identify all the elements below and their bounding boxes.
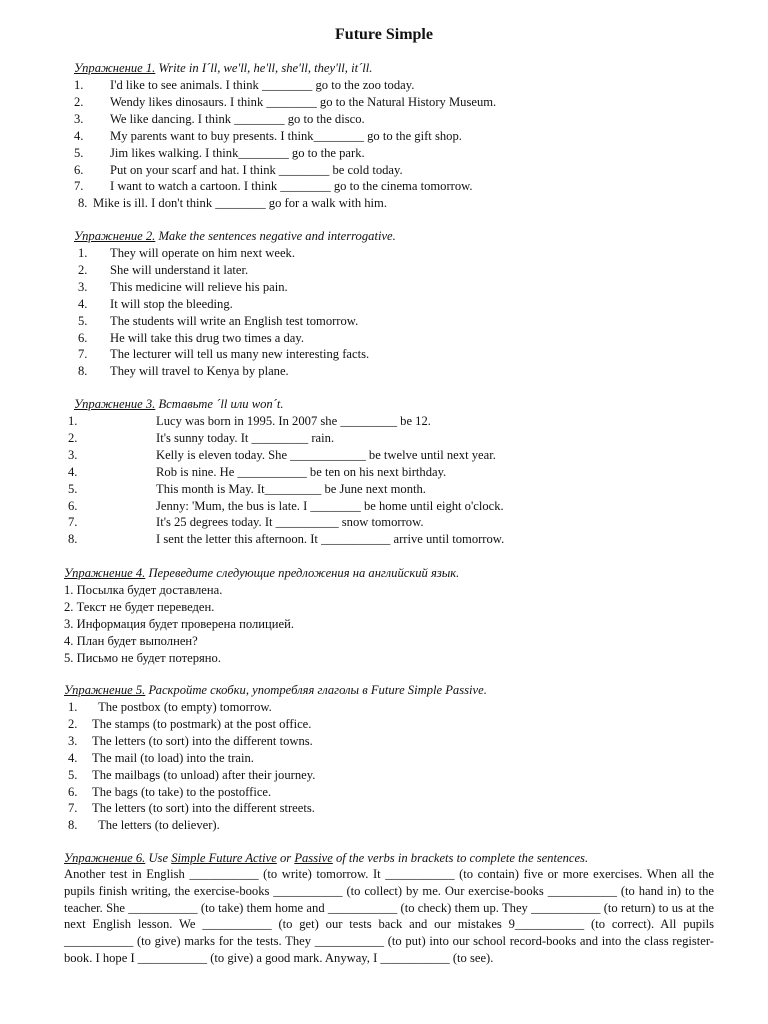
- exercise-4-heading: [64, 565, 459, 582]
- list-item: This month is May. It_________ be June next month.: [156, 481, 426, 496]
- item-number: 3.: [68, 447, 78, 462]
- item-number: 3.: [74, 111, 84, 126]
- list-item: He will take this drug two times a day.: [110, 330, 304, 345]
- item-number: 3.: [68, 733, 78, 748]
- list-item: The students will write an English test tomorrow.: [110, 313, 359, 328]
- item-number: 1.: [78, 246, 88, 260]
- exercise-6-instruction-a: Use: [145, 851, 172, 865]
- item-number: 5.: [78, 313, 88, 328]
- item-number: 7.: [78, 347, 88, 362]
- list-item: She will understand it later.: [110, 262, 249, 277]
- list-item: The lecturer will tell us many new interesting facts.: [110, 347, 370, 362]
- item-number: 1.: [68, 414, 78, 428]
- list-item: Lucy was born in 1995. In 2007 she _________ be 12.: [156, 414, 431, 428]
- item-number: 2.: [74, 94, 84, 109]
- item-number: 6.: [78, 330, 88, 345]
- exercise-6-instruction-or: or: [276, 851, 295, 865]
- list-item: The postbox (to empty) tomorrow.: [92, 700, 272, 714]
- list-item: 1. Посылка будет доставлена.: [64, 583, 223, 597]
- list-item: The mailbags (to unload) after their journey.: [92, 767, 316, 782]
- item-number: 6.: [74, 162, 84, 177]
- list-item: We like dancing. I think ________ go to the disco.: [110, 111, 365, 126]
- item-number: 5.: [74, 145, 84, 160]
- exercise-6-instruction-passive: Passive: [294, 851, 333, 865]
- list-item: I'd like to see animals. I think ________ go to the zoo today.: [110, 78, 415, 92]
- list-item: My parents want to buy presents. I think________ go to the gift shop.: [110, 128, 462, 143]
- list-item: The mail (to load) into the train.: [92, 750, 254, 765]
- list-item: Jim likes walking. I think________ go to the park.: [110, 145, 365, 160]
- list-item: 3. Информация будет проверена полицией.: [64, 616, 294, 631]
- exercise-1-instruction: Write in I´ll, we'll, he'll, she'll, they'll, it´ll.: [155, 61, 373, 75]
- exercise-6-paragraph: Another test in English ___________ (to write) tomorrow. It ___________ (to contain) five or more exercises. When all the pupils finish writing, the exercise-books ___________ (to collect) by me. Our exercise-books ___________ (to hand in) to the teacher. She ___________ (to take) them home and ___________ (to check) them up. They ___________ (to return) to us at the next English lesson. We ___________ (to get) our tests back and our mistakes 9___________ (to correct). All pupils ___________ (to give) marks for the tests. They ___________ (to put) into our school record-books and into the class register-book. I hope I ___________ (to give) a good mark. Anyway, I ___________ (to see).: [64, 867, 714, 965]
- list-item: It's 25 degrees today. It __________ snow tomorrow.: [156, 515, 424, 530]
- list-item: Kelly is eleven today. She ____________ be twelve until next year.: [156, 447, 496, 462]
- exercise-5-label: Упражнение 5.: [64, 683, 146, 697]
- item-number: 7.: [74, 179, 84, 194]
- page-title: Future Simple: [335, 26, 433, 43]
- list-item: The stamps (to postmark) at the post office.: [92, 716, 312, 731]
- exercise-6-label: Упражнение 6.: [64, 851, 146, 865]
- item-number: 7.: [68, 515, 78, 530]
- item-number: 2.: [78, 262, 88, 277]
- item-number: 2.: [68, 716, 78, 731]
- exercise-2-instruction: Make the sentences negative and interrogative.: [155, 229, 396, 243]
- item-number: 5.: [68, 767, 78, 782]
- item-number: 8.: [78, 196, 88, 211]
- exercise-6-heading: [64, 850, 588, 867]
- item-number: 8.: [68, 532, 78, 547]
- exercise-4-label: Упражнение 4.: [64, 566, 146, 580]
- list-item: They will travel to Kenya by plane.: [110, 364, 289, 379]
- list-item: I want to watch a cartoon. I think ________ go to the cinema tomorrow.: [110, 179, 473, 194]
- list-item: Wendy likes dinosaurs. I think ________ go to the Natural History Museum.: [110, 94, 497, 109]
- item-number: 1.: [68, 700, 78, 714]
- item-number: 8.: [78, 364, 88, 379]
- item-number: 3.: [78, 279, 88, 294]
- exercise-3-label: Упражнение 3.: [74, 397, 156, 411]
- list-item: This medicine will relieve his pain.: [110, 279, 288, 294]
- exercise-2-heading: [74, 228, 396, 245]
- list-item: The letters (to sort) into the different streets.: [92, 801, 315, 816]
- item-number: 8.: [68, 818, 78, 833]
- item-number: 2.: [68, 430, 78, 445]
- list-item: Put on your scarf and hat. I think ________ be cold today.: [110, 162, 403, 177]
- item-number: 6.: [68, 498, 78, 513]
- item-number: 4.: [78, 296, 88, 311]
- exercise-3-instruction: Вставьте ´ll или won´t.: [155, 397, 284, 411]
- list-item: Rob is nine. He ___________ be ten on his next birthday.: [156, 464, 447, 479]
- list-item: It's sunny today. It _________ rain.: [156, 430, 335, 445]
- item-number: 4.: [74, 128, 84, 143]
- exercise-5-instruction: Раскройте скобки, употребляя глаголы в Future Simple Passive.: [145, 683, 487, 697]
- list-item: 2. Текст не будет переведен.: [64, 599, 215, 614]
- exercise-5-heading: [64, 682, 487, 699]
- list-item: Mike is ill. I don't think ________ go for a walk with him.: [93, 196, 388, 211]
- item-number: 4.: [68, 750, 78, 765]
- item-number: 5.: [68, 481, 78, 496]
- exercise-6-instruction-e: of the verbs in brackets to complete the sentences.: [332, 851, 589, 865]
- exercise-3-heading: [74, 396, 284, 413]
- list-item: They will operate on him next week.: [110, 246, 296, 260]
- exercise-6-instruction-active: Simple Future Active: [171, 851, 277, 865]
- list-item: The letters (to deliever).: [92, 818, 220, 833]
- list-item: Jenny: 'Mum, the bus is late. I ________ be home until eight o'clock.: [156, 498, 504, 513]
- item-number: 7.: [68, 801, 78, 816]
- list-item: I sent the letter this afternoon. It ___________ arrive until tomorrow.: [156, 532, 505, 547]
- item-number: 1.: [74, 78, 84, 92]
- exercise-2-label: Упражнение 2.: [74, 229, 156, 243]
- list-item: 5. Письмо не будет потеряно.: [64, 650, 221, 665]
- list-item: The bags (to take) to the postoffice.: [92, 784, 272, 799]
- item-number: 4.: [68, 464, 78, 479]
- list-item: It will stop the bleeding.: [110, 296, 233, 311]
- exercise-1-label: Упражнение 1.: [74, 61, 156, 75]
- exercise-4-instruction: Переведите следующие предложения на английский язык.: [145, 566, 460, 580]
- exercise-1-heading: [74, 60, 372, 77]
- item-number: 6.: [68, 784, 78, 799]
- list-item: The letters (to sort) into the different towns.: [92, 733, 313, 748]
- list-item: 4. План будет выполнен?: [64, 633, 198, 648]
